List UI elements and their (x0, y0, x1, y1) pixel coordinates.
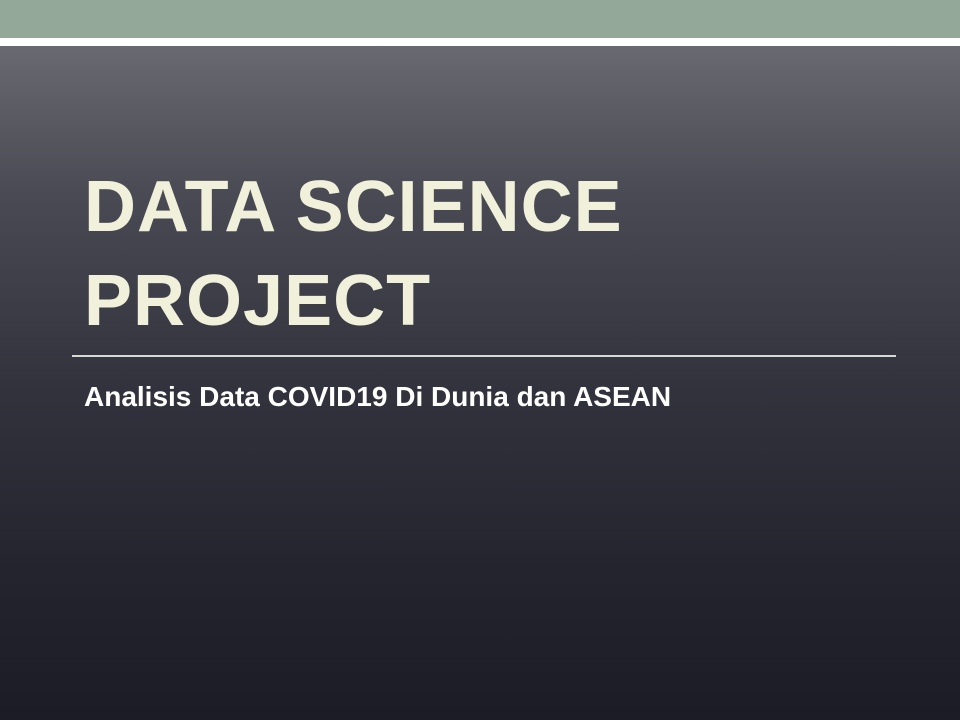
title-divider (72, 355, 896, 357)
top-accent-band (0, 0, 960, 38)
slide-title (84, 160, 904, 348)
slide-body (0, 46, 960, 720)
slide-title-line-2: PROJECT (84, 261, 432, 341)
slide-title-line-1: DATA SCIENCE (84, 167, 623, 247)
top-white-stripe (0, 38, 960, 46)
slide-subtitle: Analisis Data COVID19 Di Dunia dan ASEAN (84, 381, 672, 412)
